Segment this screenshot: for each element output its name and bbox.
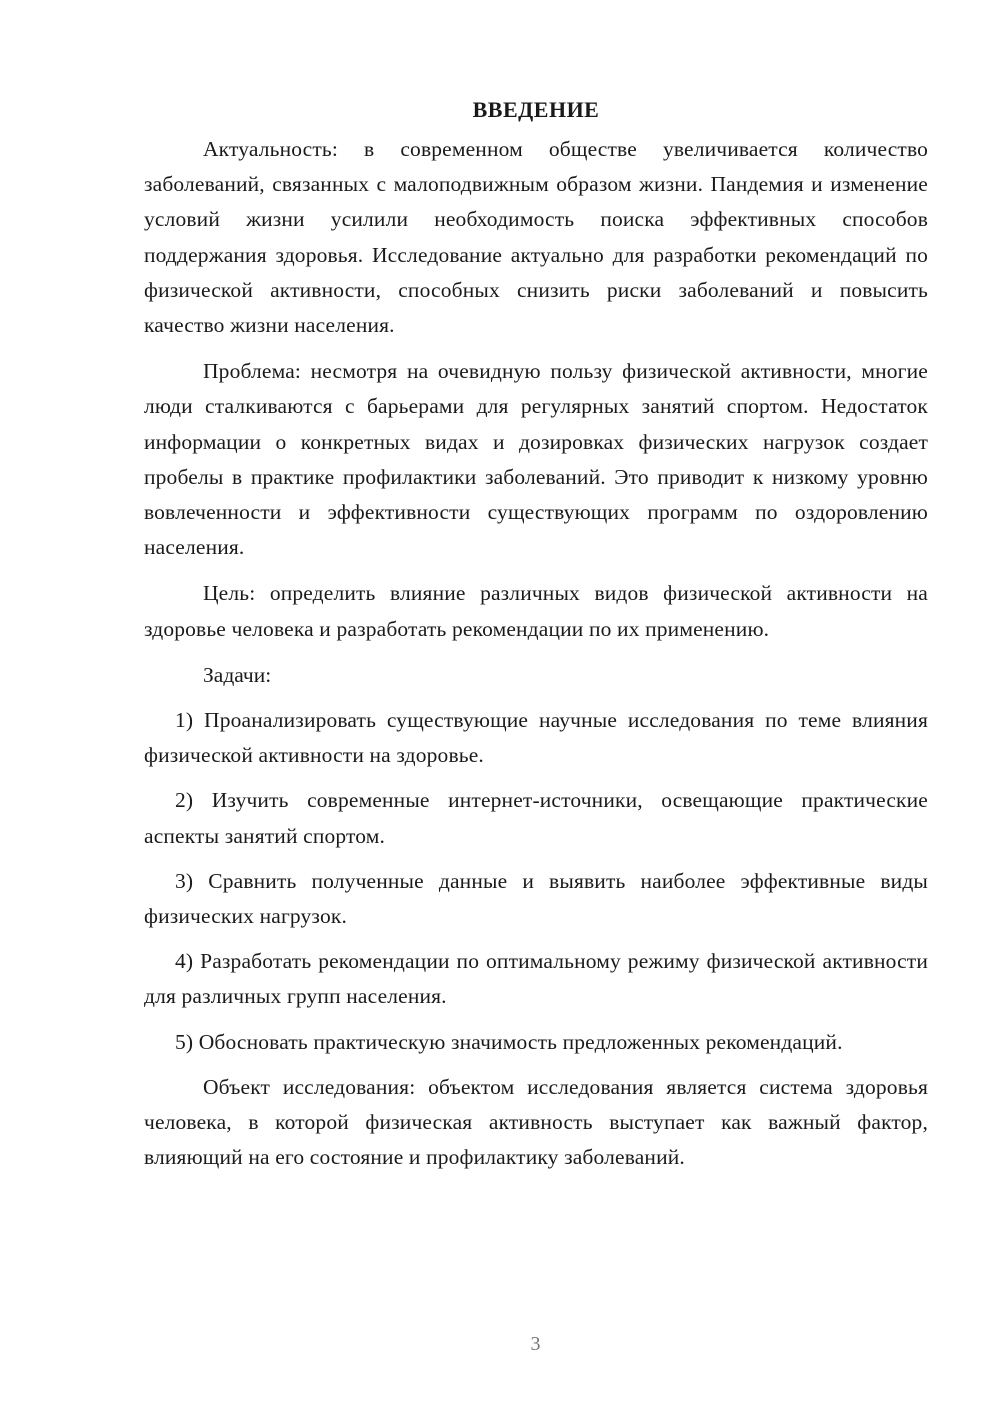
task-item: 2) Изучить современные интернет-источники, освещающие практические аспекты занятий спортом.	[144, 788, 928, 848]
tasks-list	[144, 703, 928, 1060]
page-number: 3	[530, 1333, 541, 1355]
page-title: ВВЕДЕНИЕ	[472, 97, 600, 122]
task-item: 5) Обосновать практическую значимость предложенных рекомендаций.	[175, 1029, 843, 1054]
document-page	[144, 92, 928, 1186]
task-item: 3) Сравнить полученные данные и выявить наиболее эффективные виды физических нагрузок.	[144, 868, 928, 929]
task-item: 4) Разработать рекомендации по оптимальному режиму физической активности для различных групп населения.	[144, 949, 928, 1009]
tasks-heading: Задачи:	[203, 662, 272, 687]
paragraph-relevance: Актуальность: в современном обществе увеличивается количество заболеваний, связанных с малоподвижным образом жизни. Пандемия и изменение условий жизни усилили необходимость поиска эффективных способов поддержания здоровья. Исследование актуально для разработки рекомендаций по физической активности, способных снизить риски заболеваний и повысить качество жизни населения.	[144, 137, 928, 338]
paragraph-object: Объект исследования: объектом исследования является система здоровья человека, в которой физическая активность выступает как важный фактор, влияющий на его состояние и профилактику заболеваний.	[144, 1074, 928, 1170]
task-item: 1) Проанализировать существующие научные исследования по теме влияния физической активности на здоровье.	[144, 708, 928, 768]
paragraph-problem: Проблема: несмотря на очевидную пользу физической активности, многие люди сталкиваются с барьерами для регулярных занятий спортом. Недостаток информации о конкретных видах и дозировках физических нагрузок создает пробелы в практике профилактики заболеваний. Это приводит к низкому уровню вовлеченности и эффективности существующих программ по оздоровлению населения.	[144, 359, 928, 560]
paragraph-goal: Цель: определить влияние различных видов физической активности на здоровье человека и разработать рекомендации по их применению.	[144, 581, 928, 641]
